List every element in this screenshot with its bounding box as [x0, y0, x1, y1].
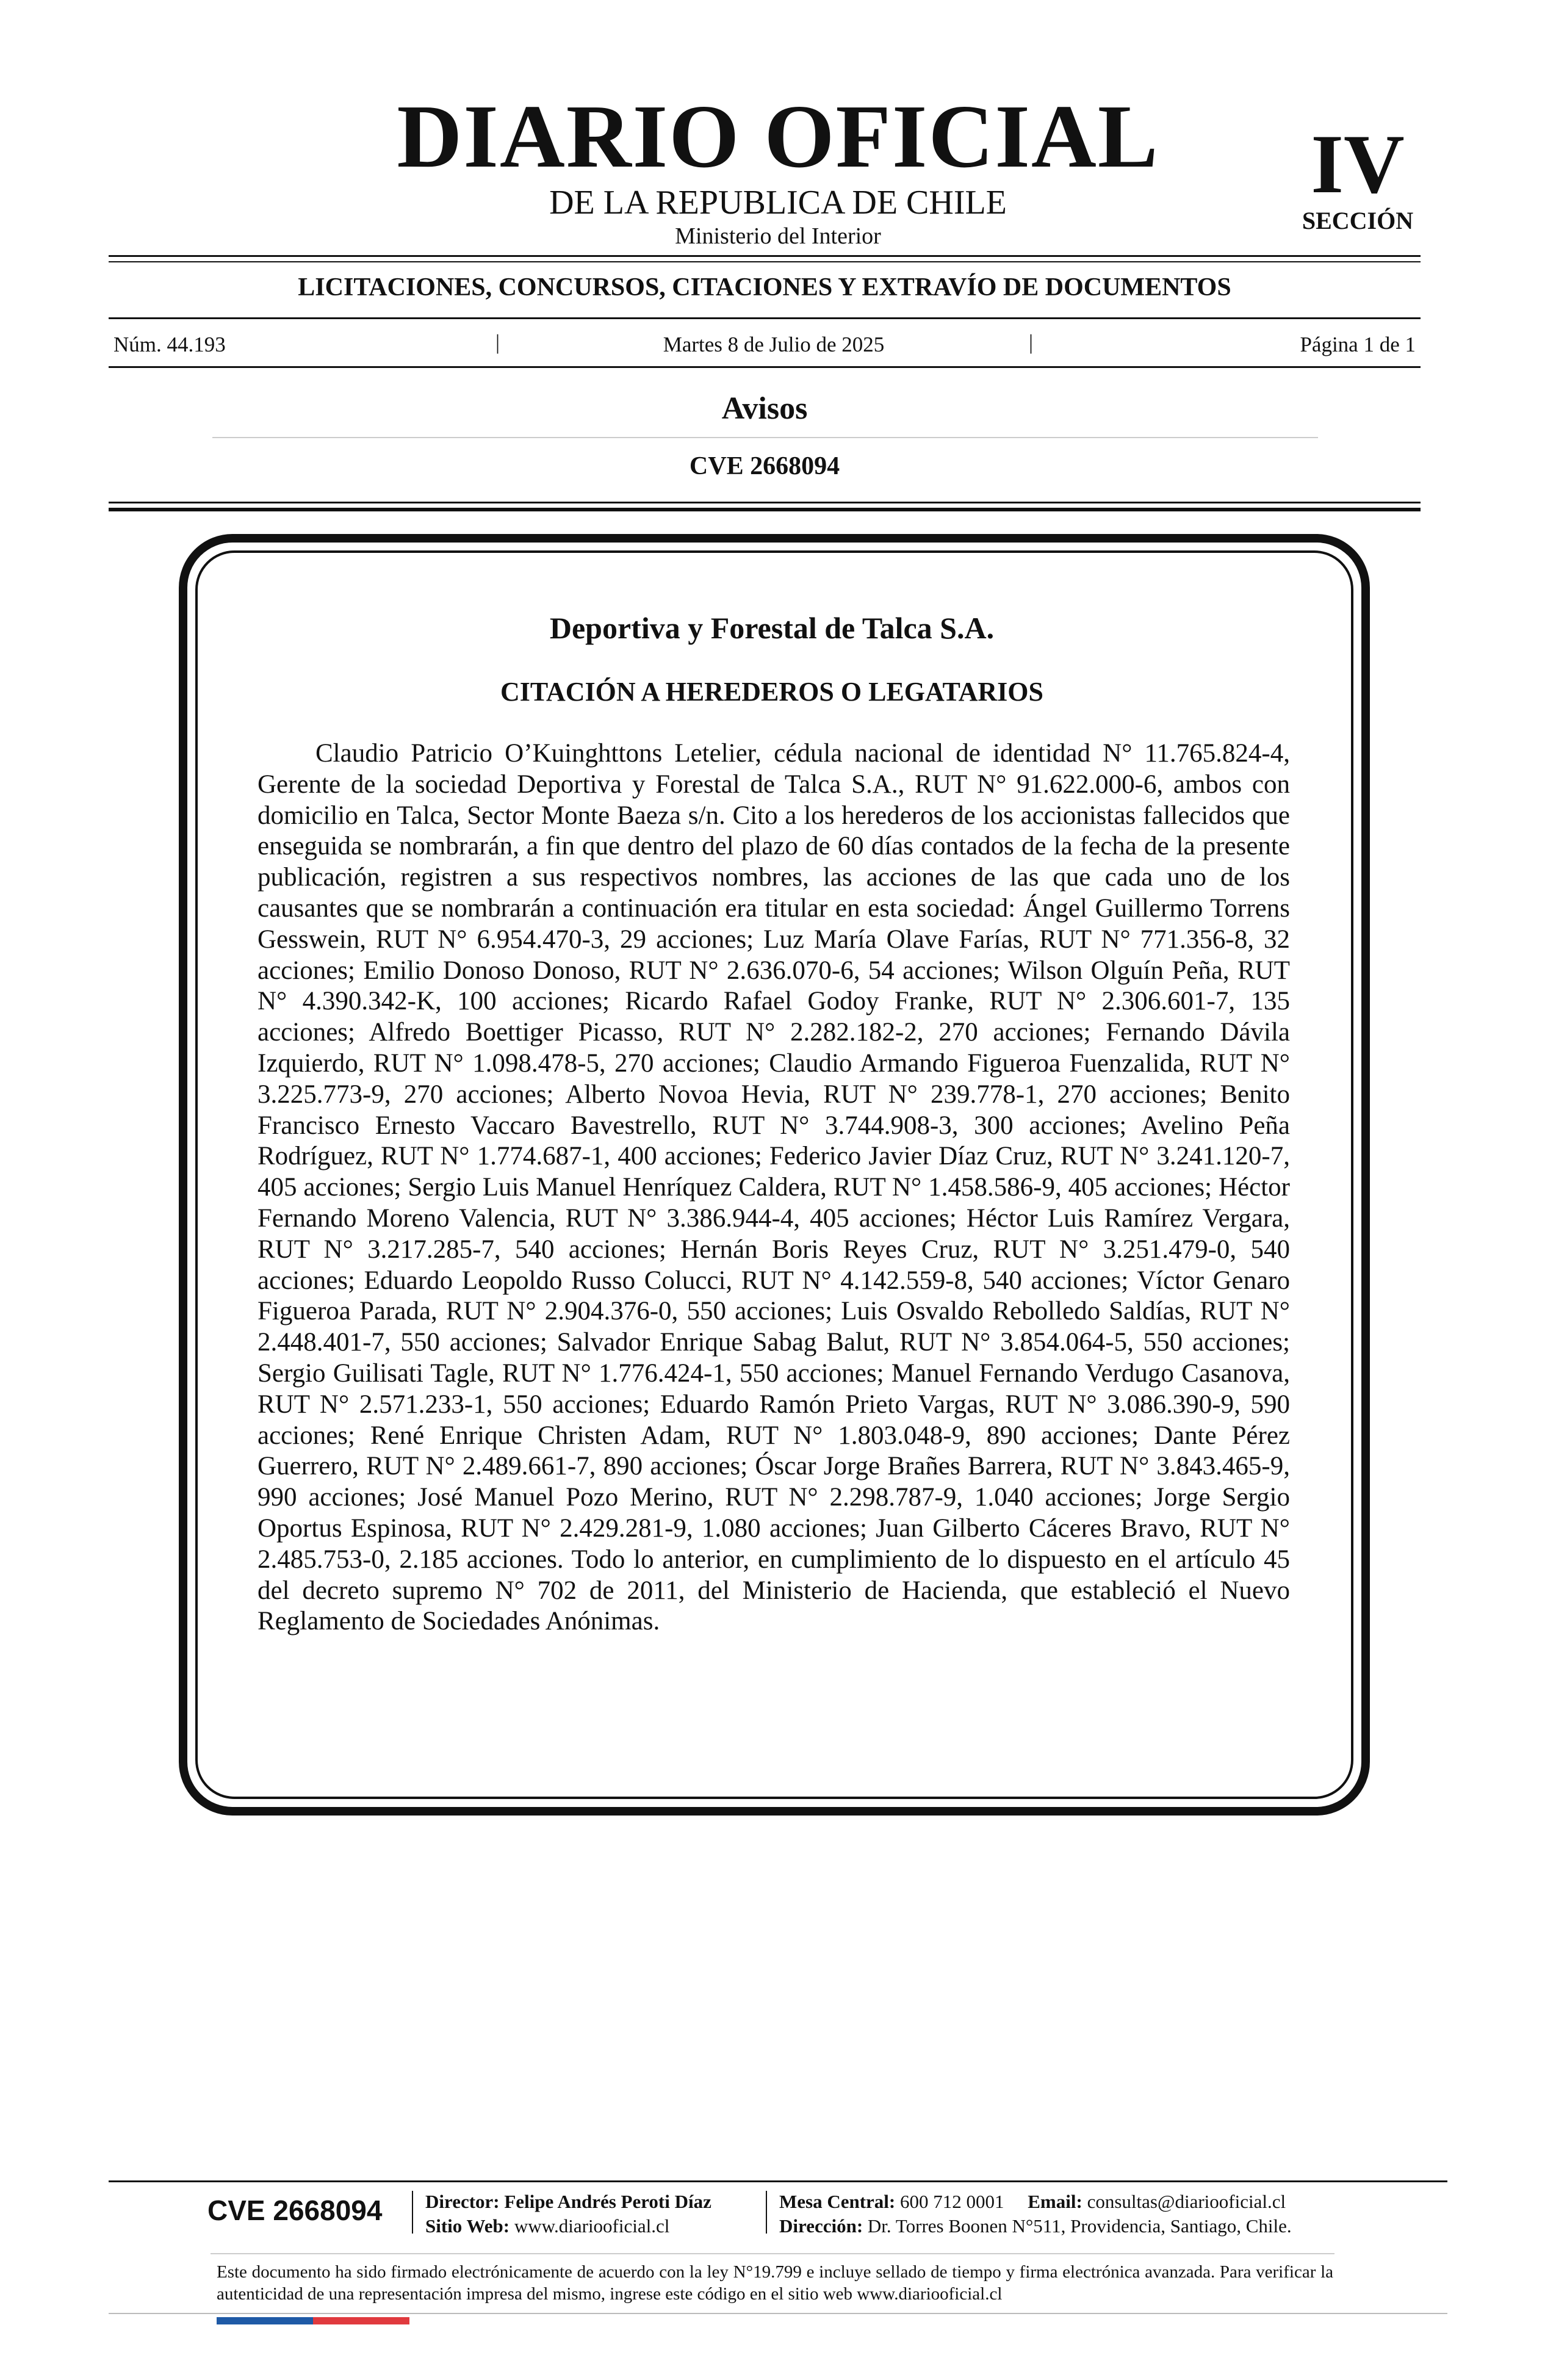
flag-stripe-blue — [217, 2317, 313, 2324]
ministry-label: Ministerio del Interior — [675, 223, 881, 249]
footer-inner-rule — [211, 2253, 1334, 2254]
cve-code: CVE 2668094 — [689, 452, 840, 480]
issue-separator: | — [495, 330, 500, 354]
section-number: IV — [1311, 117, 1405, 211]
signature-note: Este documento ha sido firmado electrónicamente de acuerdo con la ley N°19.799 e incluye sellado de tiempo y firma electrónica avanzada. Para verificar la autenticidad de una representación impresa del mismo, ingrese este código en el sitio web www.diariooficial.cl — [217, 2262, 1333, 2304]
footer-rule — [109, 2180, 1447, 2182]
address-label: Dirección: — [779, 2215, 863, 2237]
footer-director-block — [425, 2190, 711, 2238]
address-value: Dr. Torres Boonen N°511, Providencia, Santiago, Chile. — [867, 2215, 1292, 2237]
email-label: Email: — [1028, 2191, 1082, 2212]
issue-date: Martes 8 de Julio de 2025 — [663, 333, 885, 356]
newspaper-title: DIARIO OFICIAL — [397, 87, 1159, 187]
header-rule-2 — [109, 261, 1421, 262]
notices-heading: Avisos — [721, 391, 808, 426]
issue-rule — [109, 366, 1421, 368]
footer-cve-code: CVE 2668094 — [207, 2194, 383, 2226]
notice-title: CITACIÓN A HEREDEROS O LEGATARIOS — [500, 677, 1043, 707]
mesa-phone: 600 712 0001 — [900, 2191, 1004, 2212]
category-title: LICITACIONES, CONCURSOS, CITACIONES Y EXTRAVÍO DE DOCUMENTOS — [298, 273, 1231, 301]
header-rule-1 — [109, 255, 1421, 257]
issue-number: Núm. 44.193 — [113, 333, 226, 356]
issue-info-row — [109, 330, 1421, 359]
cve-rule-2 — [109, 508, 1421, 511]
cve-rule-1 — [109, 502, 1421, 503]
footer-divider — [766, 2191, 767, 2234]
newspaper-subtitle: DE LA REPUBLICA DE CHILE — [549, 184, 1007, 222]
notice-body: Claudio Patricio O’Kuinghttons Letelier, cédula nacional de identidad N° 11.765.824-4, Gerente de la sociedad Deportiva y Forestal de Talca S.A., RUT N° 91.622.000-6, ambos con domicilio en Talca, Sector Monte Baeza s/n. Cito a los herederos de los accionistas fallecidos que enseguida se nombrarán, a fin que dentro del plazo de 60 días contados de la fecha de la presente publicación, registren a sus respectivos nombres, las acciones de las que cada uno de los causantes que se nombrarán a continuación era titular en esta sociedad: Ángel Guillermo Torrens Gesswein, RUT N° 6.954.470-3, 29 acciones; Luz María Olave Farías, RUT N° 771.356-8, 32 acciones; Emilio Donoso Donoso, RUT N° 2.636.070-6, 54 acciones; Wilson Olguín Peña, RUT N° 4.390.342-K, 100 acciones; Ricardo Rafael Godoy Franke, RUT N° 2.306.601-7, 135 acciones; Alfredo Boettiger Picasso, RUT N° 2.282.182-2, 270 acciones; Fernando Dávila Izquierdo, RUT N° 1.098.478-5, 270 acciones; Claudio Armando Figueroa Fuenzalida, RUT N° 3.225.773-9, 270 acciones; Alberto Novoa Hevia, RUT N° 239.778-1, 270 acciones; Benito Francisco Ernesto Vaccaro Bavestrello, RUT N° 3.744.908-3, 300 acciones; Avelino Peña Rodríguez, RUT N° 1.774.687-1, 400 acciones; Federico Javier Díaz Cruz, RUT N° 3.241.120-7, 405 acciones; Sergio Luis Manuel Henríquez Caldera, RUT N° 1.458.586-9, 405 acciones; Héctor Fernando Moreno Valencia, RUT N° 3.386.944-4, 405 acciones; Héctor Luis Ramírez Vergara, RUT N° 3.217.285-7, 540 acciones; Hernán Boris Reyes Cruz, RUT N° 3.251.479-0, 540 acciones; Eduardo Leopoldo Russo Colucci, RUT N° 4.142.559-8, 540 acciones; Víctor Genaro Figueroa Parada, RUT N° 2.904.376-0, 550 acciones; Luis Osvaldo Rebolledo Saldías, RUT N° 2.448.401-7, 550 acciones; Salvador Enrique Sabag Balut, RUT N° 3.854.064-5, 550 acciones; Sergio Guilisati Tagle, RUT N° 1.776.424-1, 550 acciones; Manuel Fernando Verdugo Casanova, RUT N° 2.571.233-1, 550 acciones; Eduardo Ramón Prieto Vargas, RUT N° 3.086.390-9, 590 acciones; René Enrique Christen Adam, RUT N° 1.803.048-9, 890 acciones; Dante Pérez Guerrero, RUT N° 2.489.661-7, 890 acciones; Óscar Jorge Brañes Barrera, RUT N° 3.843.465-9, 990 acciones; José Manuel Pozo Merino, RUT N° 2.298.787-9, 1.040 acciones; Jorge Sergio Oportus Espinosa, RUT N° 2.429.281-9, 1.080 acciones; Juan Gilberto Cáceres Bravo, RUT N° 2.485.753-0, 2.185 acciones. Todo lo anterior, en cumplimiento de lo dispuesto en el artículo 45 del decreto supremo N° 702 de 2011, del Ministerio de Hacienda, que estableció el Nuevo Reglamento de Sociedades Anónimas. — [258, 739, 1290, 1636]
email-link[interactable]: consultas@diariooficial.cl — [1087, 2191, 1286, 2212]
director-label: Director: — [425, 2191, 500, 2212]
flag-stripe-red — [313, 2317, 409, 2324]
notices-heading-rule — [212, 437, 1318, 438]
section-mark — [1288, 117, 1428, 234]
director-name: Felipe Andrés Peroti Díaz — [504, 2191, 711, 2212]
mesa-label: Mesa Central: — [779, 2191, 896, 2212]
category-rule — [109, 317, 1421, 319]
website-link[interactable]: www.diariooficial.cl — [514, 2215, 670, 2237]
issue-separator: | — [1029, 330, 1034, 354]
page-indicator: Página 1 de 1 — [1300, 333, 1416, 356]
footer-divider — [412, 2191, 413, 2234]
company-name: Deportiva y Forestal de Talca S.A. — [549, 611, 995, 645]
website-label: Sitio Web: — [425, 2215, 510, 2237]
footer-contact-block — [779, 2190, 1292, 2238]
section-label: SECCIÓN — [1302, 207, 1414, 234]
footer-bottom-rule — [109, 2313, 1447, 2314]
